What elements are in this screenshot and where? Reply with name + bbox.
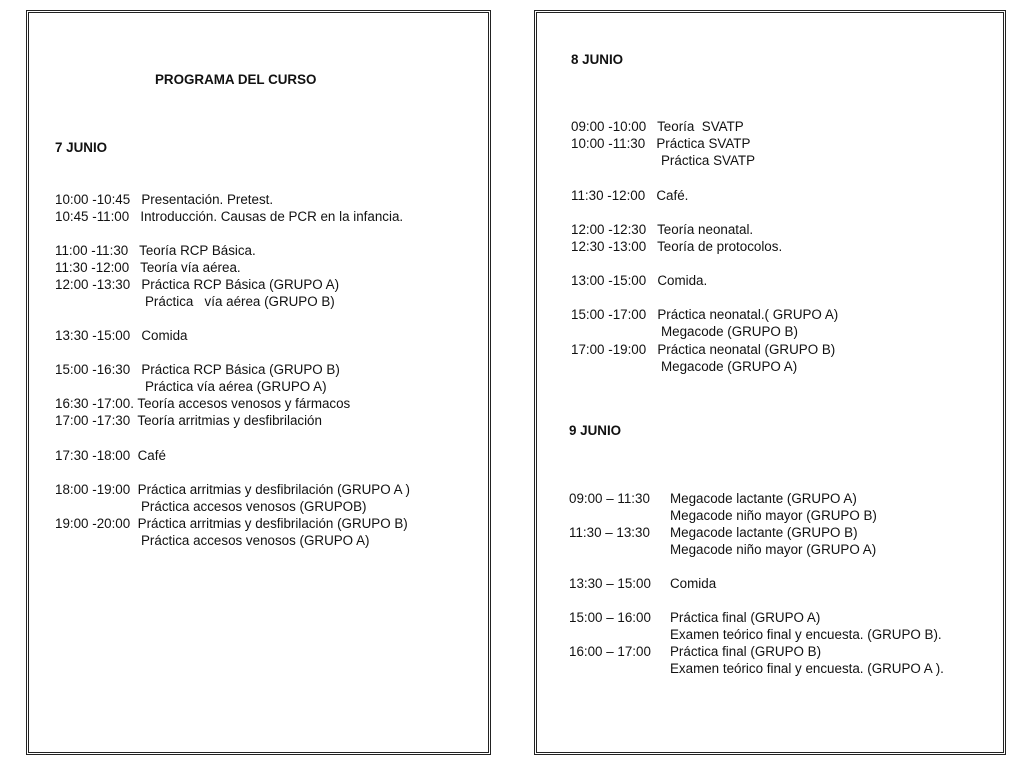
schedule-line: 19:00 -20:00 Práctica arritmias y desfibrilación (GRUPO B) xyxy=(55,516,408,531)
schedule-activity: Megacode lactante (GRUPO A) xyxy=(670,491,857,506)
schedule-line: Megacode (GRUPO A) xyxy=(661,359,798,374)
schedule-line: 11:00 -11:30 Teoría RCP Básica. xyxy=(55,243,256,258)
schedule-activity: Práctica final (GRUPO A) xyxy=(670,610,821,625)
schedule-time: 11:30 – 13:30 xyxy=(569,525,650,540)
day-heading-8-june: 8 JUNIO xyxy=(571,52,624,67)
schedule-line: Práctica accesos venosos (GRUPO A) xyxy=(141,533,370,548)
schedule-line: 10:00 -10:45 Presentación. Pretest. xyxy=(55,192,274,207)
schedule-line: 10:45 -11:00 Introducción. Causas de PCR en la infancia. xyxy=(55,209,404,224)
schedule-time: 16:00 – 17:00 xyxy=(569,644,651,659)
schedule-line: Megacode (GRUPO B) xyxy=(661,324,798,339)
schedule-line: Práctica vía aérea (GRUPO A) xyxy=(145,379,327,394)
schedule-line: 11:30 -12:00 Teoría vía aérea. xyxy=(55,260,241,275)
schedule-line: Práctica accesos venosos (GRUPOB) xyxy=(141,499,367,514)
schedule-line: Práctica SVATP xyxy=(661,153,756,168)
schedule-line: 16:30 -17:00. Teoría accesos venosos y fármacos xyxy=(55,396,351,411)
schedule-activity: Megacode niño mayor (GRUPO A) xyxy=(670,542,877,557)
schedule-line: 15:00 -17:00 Práctica neonatal.( GRUPO A) xyxy=(571,307,839,322)
schedule-time: 15:00 – 16:00 xyxy=(569,610,651,625)
schedule-activity: Examen teórico final y encuesta. (GRUPO A ). xyxy=(670,661,944,676)
schedule-activity: Megacode niño mayor (GRUPO B) xyxy=(670,508,877,523)
schedule-line: 17:00 -17:30 Teoría arritmias y desfibrilación xyxy=(55,413,322,428)
schedule-line: 12:00 -12:30 Teoría neonatal. xyxy=(571,222,754,237)
schedule-activity: Comida xyxy=(670,576,717,591)
day-heading-7-june: 7 JUNIO xyxy=(55,140,108,155)
schedule-activity: Práctica final (GRUPO B) xyxy=(670,644,822,659)
schedule-line: 09:00 -10:00 Teoría SVATP xyxy=(571,119,744,134)
schedule-activity: Megacode lactante (GRUPO B) xyxy=(670,525,858,540)
schedule-line: 17:30 -18:00 Café xyxy=(55,448,166,463)
program-title: PROGRAMA DEL CURSO xyxy=(155,72,317,87)
schedule-time: 09:00 – 11:30 xyxy=(569,491,650,506)
schedule-time: 13:30 – 15:00 xyxy=(569,576,651,591)
schedule-line: 13:30 -15:00 Comida xyxy=(55,328,188,343)
schedule-line: 13:00 -15:00 Comida. xyxy=(571,273,708,288)
schedule-line: 15:00 -16:30 Práctica RCP Básica (GRUPO B) xyxy=(55,362,340,377)
schedule-line: 12:30 -13:00 Teoría de protocolos. xyxy=(571,239,783,254)
schedule-line: 11:30 -12:00 Café. xyxy=(571,188,689,203)
schedule-line: 17:00 -19:00 Práctica neonatal (GRUPO B) xyxy=(571,342,836,357)
schedule-line: Práctica vía aérea (GRUPO B) xyxy=(145,294,335,309)
day-heading-9-june: 9 JUNIO xyxy=(569,423,622,438)
schedule-line: 10:00 -11:30 Práctica SVATP xyxy=(571,136,751,151)
schedule-activity: Examen teórico final y encuesta. (GRUPO B). xyxy=(670,627,942,642)
schedule-line: 12:00 -13:30 Práctica RCP Básica (GRUPO A) xyxy=(55,277,340,292)
schedule-line: 18:00 -19:00 Práctica arritmias y desfibrilación (GRUPO A ) xyxy=(55,482,410,497)
